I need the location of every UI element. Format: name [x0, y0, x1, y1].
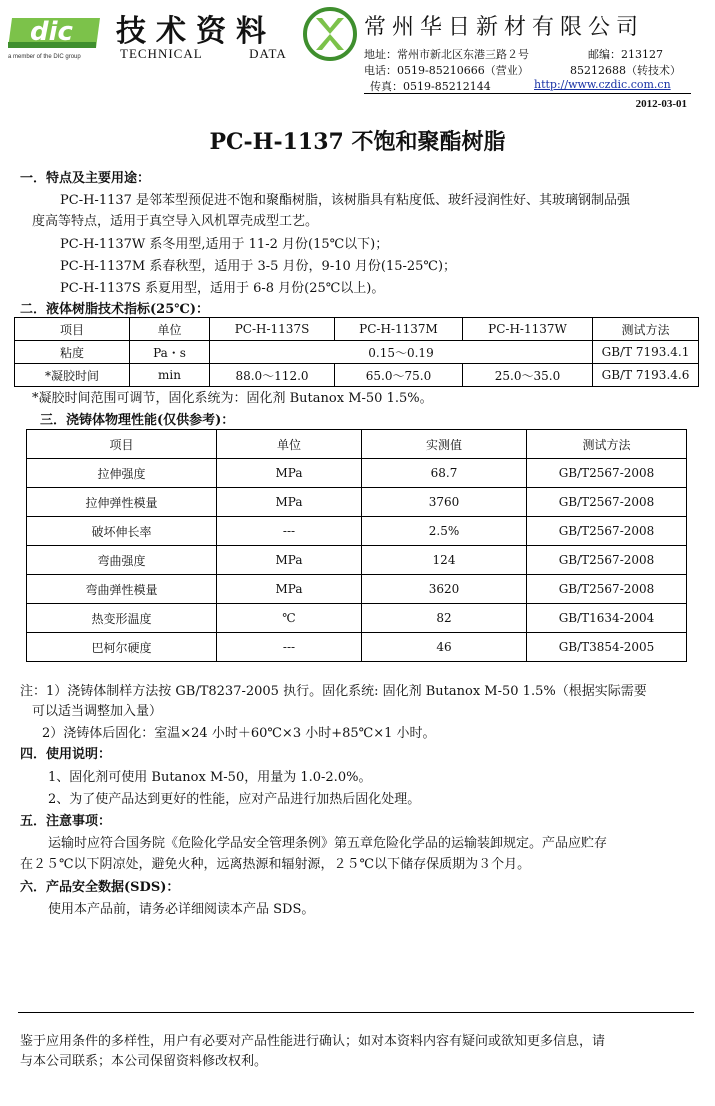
section-4-para-2: 2、为了使产品达到更好的性能，应对产品进行加热后固化处理。 [48, 792, 421, 807]
table-cell: 2.5% [362, 517, 527, 546]
section-3-note-2: 2）浇铸体后固化：室温×24 小时＋60℃×3 小时+85℃×1 小时。 [42, 726, 436, 741]
table-cell: --- [217, 517, 362, 546]
header-cell: 单位 [217, 430, 362, 459]
table-cell: 65.0～75.0 [335, 364, 463, 387]
section-6-heading: 六．产品安全数据(SDS)： [20, 880, 180, 895]
section-1-para-2: PC-H-1137W 系冬用型,适用于 11-2 月份(15℃以下)； [60, 237, 389, 252]
table-cell: min [130, 364, 210, 387]
table-cell: 3620 [362, 575, 527, 604]
company-name: 常州华日新材有限公司 [364, 15, 645, 40]
section-3-heading: 三．浇铸体物理性能(仅供参考)： [40, 413, 235, 428]
header-cell: 项目 [27, 430, 217, 459]
header-cell: 测试方法 [527, 430, 687, 459]
table-header-row [27, 430, 687, 459]
table-cell: 弯曲强度 [27, 546, 217, 575]
table-cell: GB/T3854-2005 [527, 633, 687, 662]
liquid-resin-spec-table [14, 317, 699, 387]
section-2-note: *凝胶时间范围可调节，固化系统为：固化剂 Butanox M-50 1.5%。 [32, 391, 433, 406]
header-divider [364, 93, 691, 94]
header-cell: 测试方法 [593, 318, 699, 341]
table-cell: 88.0～112.0 [210, 364, 335, 387]
table-cell: GB/T1634-2004 [527, 604, 687, 633]
table-cell: 弯曲弹性模量 [27, 575, 217, 604]
header-cell: 项目 [15, 318, 130, 341]
table-cell: 46 [362, 633, 527, 662]
company-phone: 电话：0519-85210666（营业） [364, 64, 529, 77]
footer-disclaimer-2: 与本公司联系；本公司保留资料修改权利。 [20, 1054, 268, 1069]
table-cell: GB/T2567-2008 [527, 517, 687, 546]
company-fax: 传真：0519-85212144 [370, 80, 491, 93]
section-3-note-1b: 可以适当调整加入量） [32, 704, 163, 719]
table-cell: GB/T2567-2008 [527, 575, 687, 604]
table-row [27, 546, 687, 575]
section-1-para-3: PC-H-1137M 系春秋型，适用于 3-5 月份，9-10 月份(15-25℃)； [60, 259, 457, 274]
document-date: 2012-03-01 [635, 98, 687, 110]
table-row [27, 517, 687, 546]
section-5-para-1: 运输时应符合国务院《危险化学品安全管理条例》第五章危险化学品的运输装卸规定。产品应贮存 [48, 836, 608, 851]
table-cell: GB/T2567-2008 [527, 459, 687, 488]
technical-data-cn: 技术资料 [116, 14, 276, 49]
section-4-para-1: 1、固化剂可使用 Butanox M-50，用量为 1.0-2.0%。 [48, 770, 372, 785]
table-cell: 25.0～35.0 [463, 364, 593, 387]
company-address: 地址：常州市新北区东港三路２号 [364, 48, 529, 61]
table-row [27, 488, 687, 517]
table-cell: GB/T 7193.4.1 [593, 341, 699, 364]
section-1-para-1a: PC-H-1137 是邻苯型预促进不饱和聚酯树脂，该树脂具有粘度低、玻纤浸润性好、其玻璃钢制品强 [60, 193, 631, 208]
section-2-heading: 二．液体树脂技术指标(25℃)： [20, 302, 209, 317]
dic-logo [8, 12, 104, 52]
company-postcode: 邮编：213127 [588, 48, 663, 61]
logo-text: dic [30, 17, 73, 47]
document-title: PC-H-1137 不饱和聚酯树脂 [209, 129, 506, 155]
table-cell: MPa [217, 488, 362, 517]
header-cell: PC-H-1137M [335, 318, 463, 341]
table-cell: 粘度 [15, 341, 130, 364]
table-row [27, 633, 687, 662]
logo-subtitle: a member of the DIC group [8, 54, 81, 60]
technical-data-en [120, 46, 287, 62]
section-1-para-4: PC-H-1137S 系夏用型，适用于 6-8 月份(25℃以上)。 [60, 281, 385, 296]
section-5-para-2: 在２５℃以下阴凉处，避免火种，远离热源和辐射源，２５℃以下储存保质期为３个月。 [20, 857, 531, 872]
table-cell: --- [217, 633, 362, 662]
table-cell: 3760 [362, 488, 527, 517]
header-cell: PC-H-1137S [210, 318, 335, 341]
section-1-para-1b: 度高等特点，适用于真空导入风机罩壳成型工艺。 [32, 214, 319, 229]
table-cell: MPa [217, 546, 362, 575]
table-cell: GB/T2567-2008 [527, 546, 687, 575]
table-cell: 巴柯尔硬度 [27, 633, 217, 662]
table-row [27, 604, 687, 633]
company-phone-tech: 85212688（转技术） [570, 64, 681, 77]
section-4-heading: 四．使用说明： [20, 747, 112, 762]
table-cell: 拉伸弹性模量 [27, 488, 217, 517]
tech-en-word-2: DATA [249, 46, 287, 61]
table-cell: 124 [362, 546, 527, 575]
table-row [15, 341, 699, 364]
footer-divider [18, 1012, 694, 1013]
table-cell: 拉伸强度 [27, 459, 217, 488]
table-cell: GB/T2567-2008 [527, 488, 687, 517]
table-cell: 82 [362, 604, 527, 633]
table-cell: GB/T 7193.4.6 [593, 364, 699, 387]
footer-disclaimer-1: 鉴于应用条件的多样性，用户有必要对产品性能进行确认；如对本资料内容有疑问或欲知更多信息，请 [20, 1034, 606, 1049]
table-cell: 68.7 [362, 459, 527, 488]
section-3-note-1a: 注：1）浇铸体制样方法按 GB/T8237-2005 执行。固化系统: 固化剂 Butanox M-50 1.5%（根据实际需要 [20, 684, 647, 699]
cast-properties-table [26, 429, 687, 662]
header-cell: PC-H-1137W [463, 318, 593, 341]
table-cell: Pa・s [130, 341, 210, 364]
table-cell: 0.15～0.19 [210, 341, 593, 364]
header-cell: 单位 [130, 318, 210, 341]
section-1-heading: 一．特点及主要用途： [20, 171, 151, 186]
tech-en-word-1: TECHNICAL [120, 46, 203, 61]
company-logo-icon [302, 6, 358, 62]
company-website-link[interactable]: http://www.czdic.com.cn [534, 78, 671, 91]
table-row [27, 575, 687, 604]
table-row [15, 364, 699, 387]
section-6-para-1: 使用本产品前，请务必详细阅读本产品 SDS。 [48, 902, 315, 917]
table-cell: ℃ [217, 604, 362, 633]
table-cell: MPa [217, 459, 362, 488]
table-header-row [15, 318, 699, 341]
table-cell: 热变形温度 [27, 604, 217, 633]
table-cell: 破坏伸长率 [27, 517, 217, 546]
table-row [27, 459, 687, 488]
section-5-heading: 五．注意事项： [20, 814, 112, 829]
header-cell: 实测值 [362, 430, 527, 459]
table-cell: MPa [217, 575, 362, 604]
table-cell: *凝胶时间 [15, 364, 130, 387]
